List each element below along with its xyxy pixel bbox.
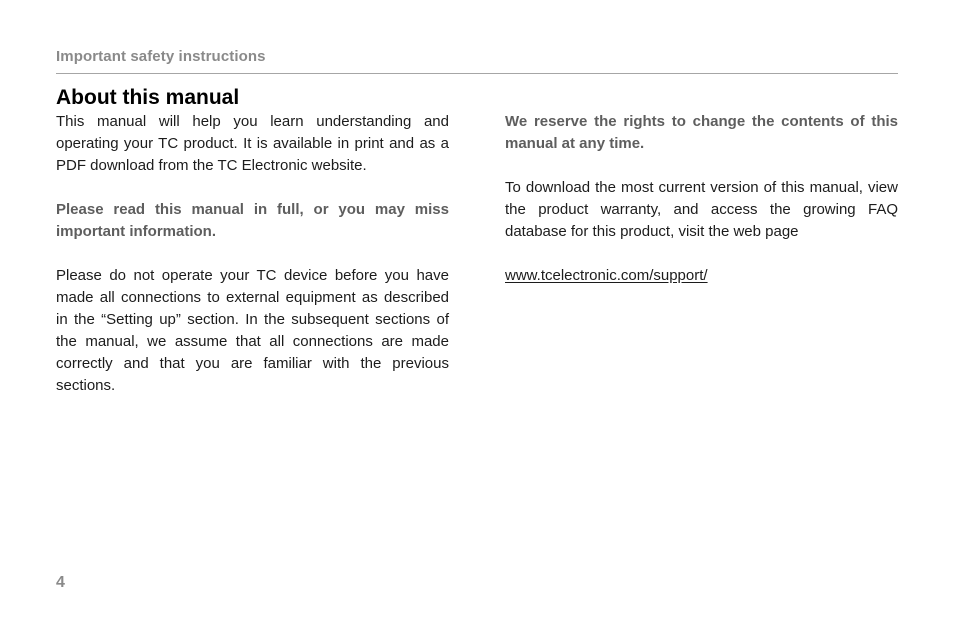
- page-number: 4: [56, 574, 65, 591]
- intro-paragraph: This manual will help you learn understanding and operating your TC product. It is available in print and as a PDF download from the TC Electronic website.: [56, 113, 449, 174]
- page-title: About this manual: [56, 86, 240, 109]
- section-header: Important safety instructions: [56, 48, 266, 65]
- connections-paragraph: Please do not operate your TC device before you have made all connections to external equipment as described in the “Setting up” section. In the subsequent sections of the manual, we assume that all connections are made correctly and that you are familiar with the previous sections.: [56, 267, 449, 394]
- right-column: [505, 111, 898, 287]
- rights-notice: We reserve the rights to change the contents of this manual at any time.: [505, 113, 898, 152]
- header-divider: [56, 73, 898, 74]
- support-link[interactable]: www.tcelectronic.com/support/: [505, 267, 708, 284]
- read-manual-warning: Please read this manual in full, or you may miss important information.: [56, 201, 449, 240]
- left-column: [56, 111, 449, 397]
- download-paragraph: To download the most current version of this manual, view the product warranty, and access the growing FAQ database for this product, visit the web page: [505, 179, 898, 240]
